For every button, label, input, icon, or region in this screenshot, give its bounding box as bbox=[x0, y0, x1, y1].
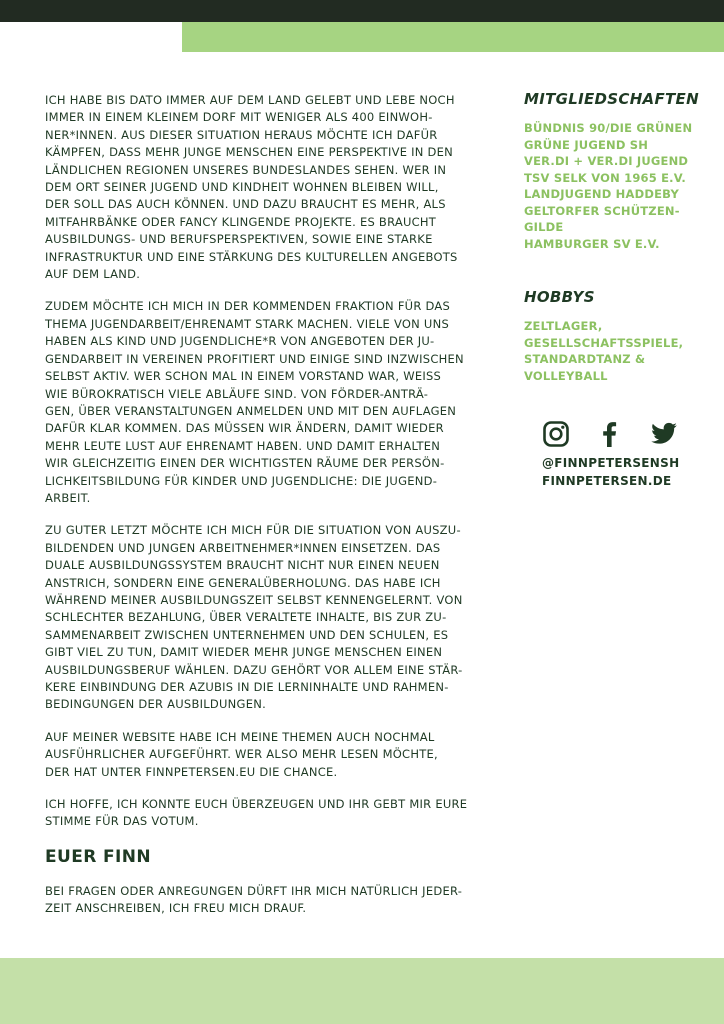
instagram-icon[interactable] bbox=[542, 420, 570, 448]
social-handle[interactable]: @FINNPETERSENSH bbox=[542, 456, 680, 470]
social-icons bbox=[542, 420, 704, 448]
list-item: STANDARDTANZ & bbox=[524, 352, 646, 366]
list-item: VER.DI + VER.DI JUGEND bbox=[524, 154, 689, 168]
hobbies-list bbox=[524, 318, 704, 384]
main-text-column bbox=[45, 92, 497, 933]
paragraph-apprentices: ZU GUTER LETZT MÖCHTE ICH MICH FÜR DIE SITUATION VON AUSZU- BILDENDEN UND JUNGEN ARBEITNEHMER*INNEN EINSETZEN. DAS DUALE AUSBILDUNGSSYSTEM BRAUCHT NICHT NUR EINEN NEUEN ANSTRICH, SONDERN EINE GENERALÜBERHOLUNG. DAS HABE ICH WÄHREND MEINER AUSBILDUNGSZEIT SELBST KENNENGELERNT. VON SCHLECHTER BEZAHLUNG, ÜBER VERALTETE INHALTE, BIS ZUR ZU- SAMMENARBEIT ZWISCHEN UNTERNEHMEN UND DEN SCHULEN, ES GIBT VIEL ZU TUN, DAMIT WIEDER MEHR JUNGE MENSCHEN EINEN AUSBILDUNGSBERUF WÄHLEN. DAZU GEHÖRT VOR ALLEM EINE STÄR- KERE EINBINDUNG DER AZUBIS IN DIE LERNINHALTE UND RAHMEN- BEDINGUNGEN DER AUSBILDUNGEN. bbox=[45, 523, 463, 712]
list-item: BÜNDNIS 90/DIE GRÜNEN bbox=[524, 121, 693, 135]
list-item: GRÜNE JUGEND SH bbox=[524, 137, 649, 152]
bottom-green-band bbox=[0, 958, 724, 1024]
list-item: GESELLSCHAFTSSPIELE, bbox=[524, 335, 684, 350]
twitter-icon[interactable] bbox=[650, 420, 678, 448]
memberships-heading: MITGLIEDSCHAFTEN bbox=[524, 90, 699, 108]
signoff-heading: EUER FINN bbox=[45, 846, 152, 867]
paragraph-vote: ICH HOFFE, ICH KONNTE EUCH ÜBERZEUGEN UND IHR GEBT MIR EURE STIMME FÜR DAS VOTUM. bbox=[45, 797, 468, 829]
hobbies-heading: HOBBYS bbox=[524, 288, 595, 306]
list-item: LANDJUGEND HADDEBY bbox=[524, 187, 680, 201]
list-item: VOLLEYBALL bbox=[524, 368, 608, 383]
list-item: ZELTLAGER, bbox=[524, 319, 603, 333]
sidebar bbox=[524, 90, 704, 490]
top-dark-bar bbox=[0, 0, 724, 22]
paragraph-website: AUF MEINER WEBSITE HABE ICH MEINE THEMEN AUCH NOCHMAL AUSFÜHRLICHER AUFGEFÜHRT. WER ALSO MEHR LESEN MÖCHTE, DER HAT UNTER FINNPETERSEN.EU DIE CHANCE. bbox=[45, 729, 438, 779]
paragraph-youth-work: ZUDEM MÖCHTE ICH MICH IN DER KOMMENDEN FRAKTION FÜR DAS THEMA JUGENDARBEIT/EHRENAMT STARK MACHEN. VIELE VON UNS HABEN ALS KIND UND JUGENDLICHE*R VON ANGEBOTEN DER JU- GENDARBEIT IN VEREINEN PROFITIERT UND EINIGE SIND INZWISCHEN SELBST AKTIV. WER SCHON MAL IN EINEM VORSTAND WAR, WEISS WIE BÜROKRATISCH VIELE ABLÄUFE SIND. VON FÖRDER-ANTRÄ- GEN, ÜBER VERANSTALTUNGEN ANMELDEN UND MIT DEN AUFLAGEN DAFÜR KLAR KOMMEN. DAS MÜSSEN WIR ÄNDERN, DAMIT WIEDER MEHR LEUTE LUST AUF EHRENAMT HABEN. UND DAMIT ERHALTEN WIR GLEICHZEITIG EINEN DER WICHTIGSTEN RÄUME DER PERSÖN- LICHKEITSBILDUNG FÜR KINDER UND JUGENDLICHE: DIE JUGEND- ARBEIT. bbox=[45, 299, 464, 505]
list-item: TSV SELK VON 1965 E.V. bbox=[524, 170, 686, 185]
list-item: HAMBURGER SV E.V. bbox=[524, 236, 660, 251]
list-item: GILDE bbox=[524, 220, 564, 234]
closing-paragraph: BEI FRAGEN ODER ANREGUNGEN DÜRFT IHR MICH NATÜRLICH JEDER- ZEIT ANSCHREIBEN, ICH FREU MICH DRAUF. bbox=[45, 883, 463, 916]
paragraph-rural-life: ICH HABE BIS DATO IMMER AUF DEM LAND GELEBT UND LEBE NOCH IMMER IN EINEM KLEINEM DORF MIT WENIGER ALS 400 EINWOH- NER*INNEN. AUS DIESER SITUATION HERAUS MÖCHTE ICH DAFÜR KÄMPFEN, DASS MEHR JUNGE MENSCHEN EINE PERSPEKTIVE IN DEN LÄNDLICHEN REGIONEN UNSERES BUNDESLANDES SEHEN. WER IN DEM ORT SEINER JUGEND UND KINDHEIT WOHNEN BLEIBEN WILL, DER SOLL DAS AUCH KÖNNEN. UND DAZU BRAUCHT ES MEHR, ALS MITFAHRBÄNKE ODER FANCY KLINGENDE PROJEKTE. ES BRAUCHT AUSBILDUNGS- UND BERUFSPERSPEKTIVEN, SOWIE EINE STARKE INFRASTRUKTUR UND EINE STÄRKUNG DES KULTURELLEN ANGEBOTS AUF DEM LAND. bbox=[45, 93, 458, 282]
facebook-icon[interactable] bbox=[596, 420, 624, 448]
website-link[interactable]: FINNPETERSEN.DE bbox=[542, 474, 672, 488]
memberships-list bbox=[524, 120, 704, 252]
list-item: GELTORFER SCHÜTZEN- bbox=[524, 203, 680, 218]
top-green-bar bbox=[182, 22, 724, 52]
